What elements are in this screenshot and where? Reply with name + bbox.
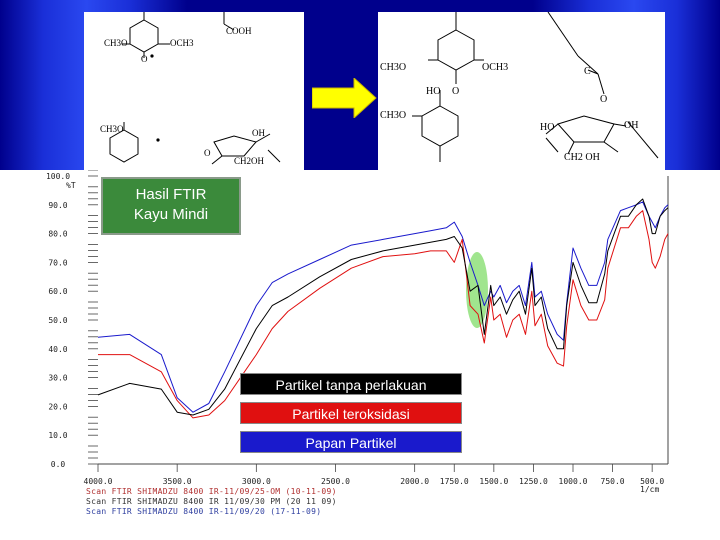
- footer-line-2: Scan FTIR SHIMADZU 8400 IR 11/09/30 PM (20 11 09): [86, 497, 337, 506]
- chem-label-och3: OCH3: [170, 38, 194, 48]
- chem-label-ch3o-2: CH3O: [380, 110, 407, 121]
- chem-label-oh: OH: [624, 120, 639, 131]
- x-tick-label: 2000.0: [400, 477, 430, 486]
- x-tick-label: 3000.0: [241, 477, 271, 486]
- footer-line-3: Scan FTIR SHIMADZU 8400 IR-11/09/20 (17-11-09): [86, 507, 322, 516]
- chem-label-c: C: [584, 66, 591, 77]
- reaction-arrow-icon: [312, 78, 378, 118]
- caption-line-1: Hasil FTIR: [135, 186, 207, 203]
- x-tick-label: 1500.0: [479, 477, 509, 486]
- y-tick-label: 50.0: [48, 316, 68, 325]
- reactant-structures-panel: [84, 12, 304, 170]
- caption-box: [101, 177, 241, 235]
- header-banner: [0, 0, 720, 170]
- chem-label-o: O: [452, 86, 460, 97]
- reactant-structures-drawing: [84, 12, 304, 170]
- caption-line-2: Kayu Mindi: [133, 206, 209, 223]
- y-tick-label: 40.0: [48, 344, 68, 354]
- y-tick-label: 20.0: [48, 402, 68, 412]
- chem-label-ho: HO: [426, 86, 441, 97]
- y-tick-label: 0.0: [50, 460, 66, 469]
- chem-label-ch3o: CH3O: [104, 38, 128, 48]
- chem-label-cooh: COOH: [226, 26, 252, 36]
- y-tick-label: 90.0: [48, 200, 68, 210]
- y-tick-label: 60.0: [48, 287, 68, 297]
- legend-item-red: Partikel teroksidasi: [240, 402, 462, 424]
- x-tick-label: 4000.0: [83, 477, 113, 486]
- chem-label-ho-2: HO: [540, 122, 555, 133]
- chem-label-o-2: O: [204, 148, 211, 158]
- product-structure-drawing: [378, 12, 665, 170]
- y-tick-label: 10.0: [48, 431, 68, 441]
- chem-label-oh: OH: [252, 128, 265, 138]
- legend-item-blue: Papan Partikel: [240, 431, 462, 453]
- chem-label-o: O: [141, 54, 148, 64]
- chem-label-ch2oh: CH2 OH: [564, 152, 600, 163]
- y-axis-unit: %T: [66, 181, 76, 190]
- chem-label-o-2: O: [600, 94, 608, 105]
- chem-label-ch2oh: CH2OH: [234, 156, 265, 166]
- x-tick-label: 1000.0: [558, 477, 588, 486]
- x-tick-label: 1250.0: [518, 477, 548, 486]
- x-axis-unit: 1/cm: [640, 485, 660, 494]
- y-tick-label: 30.0: [48, 373, 68, 383]
- x-tick-label: 500.0: [640, 477, 665, 486]
- footer-line-1: Scan FTIR SHIMADZU 8400 IR-11/09/25-OM (10-11-09): [86, 487, 337, 496]
- chem-label-ch3o: CH3O: [380, 62, 407, 73]
- x-tick-label: 3500.0: [162, 477, 192, 486]
- x-tick-label: 1750.0: [439, 477, 469, 486]
- legend-item-black: Partikel tanpa perlakuan: [240, 373, 462, 395]
- y-tick-label: 100.0: [45, 172, 71, 181]
- x-tick-label: 2500.0: [321, 477, 350, 486]
- chem-label-och3: OCH3: [482, 62, 509, 73]
- chem-label-ch3o-2: CH3O: [100, 124, 124, 134]
- highlight-band: [466, 252, 488, 328]
- y-tick-label: 70.0: [48, 258, 68, 268]
- y-tick-label: 80.0: [48, 229, 68, 239]
- x-tick-label: 750.0: [600, 477, 625, 486]
- product-structure-panel: [378, 12, 665, 170]
